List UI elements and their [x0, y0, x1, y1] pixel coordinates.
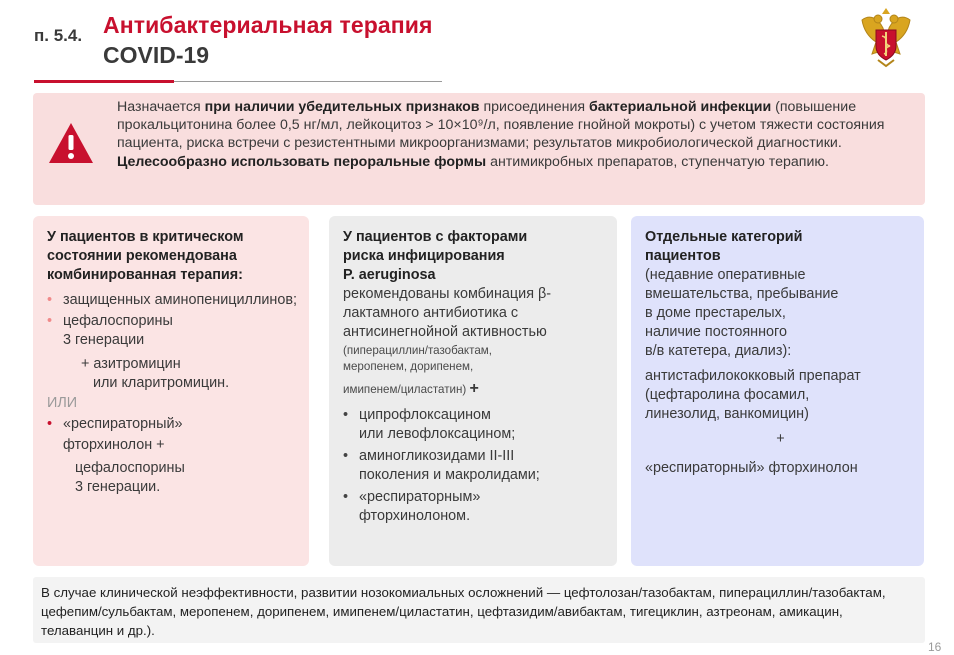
- section-number: п. 5.4.: [34, 26, 83, 45]
- or-label: ИЛИ: [47, 395, 78, 411]
- warning-text: Назначается при наличии убедительных признаков присоединения бактериальной инфекции (повышение прокальцитонина более 0,5 нг/мл, лейкоцитоз > 10×10⁹/л, появление гнойной мокроты) с учетом тяжести состояния пациента, риска встречи с резистентными микроорганизмами; результатов микробиологической диагностики. Целесообразно использовать пероральные формы антимикробных препаратов, ступенчатую терапию.: [117, 99, 885, 170]
- warning-icon: [47, 121, 95, 165]
- title-underline-grey: [174, 81, 442, 82]
- bullet-icon: •: [47, 313, 53, 329]
- respiratory-fluoroquinolone: «респираторный» фторхинолон: [645, 460, 858, 476]
- combination-note: + азитромицин или кларитромицин.: [81, 356, 230, 391]
- antistaph-drug: антистафилококковый препарат (цефтаролина фосамил, линезолид, ванкомицин): [645, 368, 861, 422]
- pseudomonas-risk-card: [329, 216, 617, 566]
- page-title: Антибактериальная терапия: [103, 12, 433, 38]
- list-item: • аминогликозидами II-III поколения и макролидами;: [343, 448, 540, 483]
- card-heading: Отдельные категорий пациентов: [645, 229, 803, 264]
- bullet-icon: •: [343, 407, 349, 423]
- page-subtitle: COVID-19: [103, 42, 210, 68]
- critical-patients-card: [33, 216, 309, 566]
- special-categories-card: [631, 216, 924, 566]
- card-text: рекомендованы комбинация β-лактамного антибиотика с антисинегнойной активностью: [343, 286, 552, 340]
- card-heading: У пациентов в критическом состоянии рекомендована комбинированная терапия:: [47, 229, 244, 283]
- drug-examples: (пиперациллин/тазобактам, меропенем, дорипенем, имипенем/циластатин) +: [343, 344, 492, 397]
- category-details: (недавние оперативные вмешательства, пребывание в доме престарелых, наличие постоянного в/в катетера, диализ):: [645, 267, 839, 359]
- bullet-icon: •: [47, 292, 53, 308]
- list-item: • защищенных аминопенициллинов;: [47, 292, 297, 308]
- list-item: • ципрофлоксацином или левофлоксацином;: [343, 407, 516, 442]
- list-item: • цефалоспорины 3 генерации: [47, 313, 173, 348]
- page-number: 16: [928, 640, 942, 654]
- list-item: • «респираторным» фторхинолоном.: [343, 489, 481, 524]
- coat-of-arms-icon: [856, 4, 916, 72]
- card-heading: У пациентов с факторами риска инфицирования P. aeruginosa: [343, 229, 528, 283]
- plus-sign: +: [776, 431, 785, 447]
- warning-box: [33, 93, 925, 205]
- list-item: • «респираторный» фторхинолон + цефалоспорины 3 генерации.: [47, 416, 185, 495]
- bullet-icon: •: [343, 489, 349, 505]
- bullet-icon: •: [343, 448, 349, 464]
- title-underline-red: [34, 80, 174, 83]
- footer-note: В случае клинической неэффективности, развитии нозокомиальных осложнений — цефтолозан/тазобактам, пиперациллин/тазобактам, цефепим/сульбактам, меропенем, дорипенем, имипенем/циластатин, цефтазидим/авибактам, тигециклин, азтреонам, амикацин, телаванцин и др.).: [33, 577, 925, 643]
- bullet-icon: •: [47, 416, 53, 432]
